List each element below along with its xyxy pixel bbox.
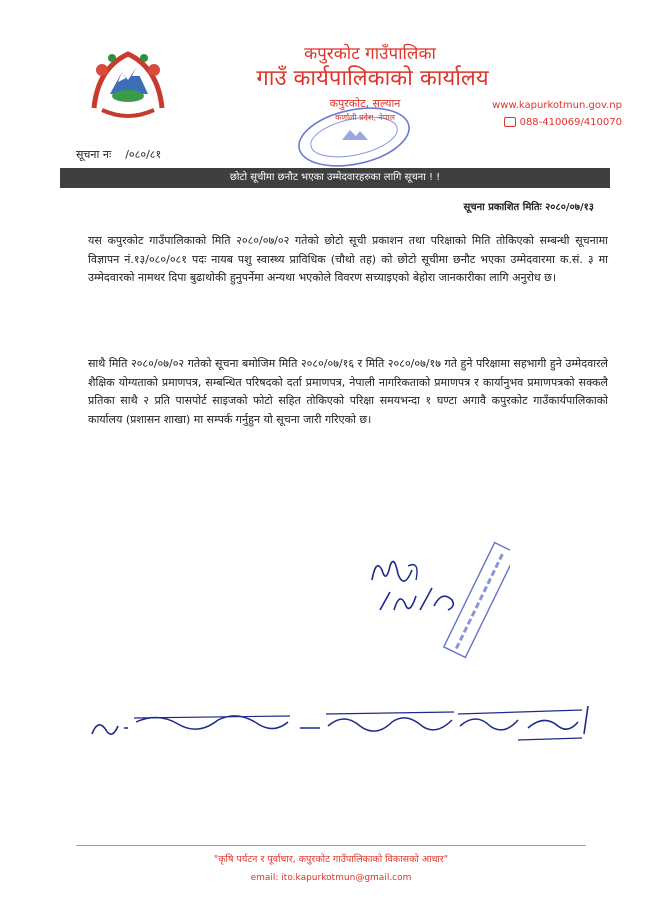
office-address: कर्णाली प्रदेश, नेपाल: [335, 113, 395, 122]
notice-number: [76, 148, 161, 162]
notice-banner: छोटो सूचीमा छनौट भएका उम्मेदवारहरुका लागि सूचना ! !: [60, 168, 610, 188]
body-paragraph-1: यस कपुरकोट गाउँपालिकाको मिति २०८०/०७/०२ गतेको छोटो सूची प्रकाशन तथा परिक्षाको मिति तोकिएको सम्बन्धी सूचनामा विज्ञापन नं.१३/०८०/०८१ पदः नायब पशु स्वास्थ्य प्राविधिक (चौथो तह) को छोटो सूचीमा छनौट भएका उम्मेदवारमा क.सं. ३ मा उम्मेदवारको नामथर दिपा बुढाथोकी हुनुपर्नेमा अन्यथा भएकोले विवरण सच्याइएको बेहोरा जानकारीका लागि अनुरोध छ।: [88, 234, 608, 284]
phone-icon: [504, 117, 516, 127]
phone-number: [504, 117, 622, 129]
office-name: गाउँ कार्यपालिकाको कार्यालय: [256, 66, 489, 91]
municipality-name: कपुरकोट गाउँपालिका: [304, 44, 436, 64]
body-paragraph-2: साथै मिति २०८०/०७/०२ गतेको सूचना बमोजिम मिति २०८०/०७/१६ र मिति २०८०/०७/१७ गते हुने परिक्षामा सहभागी हुने उम्मेदवारले शैक्षिक योग्यताको प्रमाणपत्र, सम्बन्धित परिषदको दर्ता प्रमाणपत्र, नेपाली नागरिकताको प्रमाणपत्र र कार्यानुभव प्रमाणपत्रको सक्कलै प्रतिका साथै २ प्रति पासपोर्ट साइजको फोटो सहित तोकिएको परिक्षा समयभन्दा १ घण्टा अगावै कपुरकोट गाउँकार्यपालिकाको कार्यालय (प्रशासन शाखा) मा सम्पर्क गर्नुहुन यो सूचना जारी गरिएको छ।: [88, 357, 608, 426]
handwritten-note: [88, 698, 598, 750]
website-link[interactable]: www.kapurkotmun.gov.np: [492, 100, 622, 111]
office-location: कपुरकोट, सल्यान: [329, 97, 401, 110]
phone-text: 088-410069/410070: [519, 117, 622, 128]
footer-email[interactable]: email: ito.kapurkotmun@gmail.com: [250, 873, 412, 883]
notice-number-value: /०८०/८१: [125, 148, 162, 161]
nepal-emblem-icon: [88, 48, 168, 120]
published-date: सूचना प्रकाशित मितिः २०८०/०७/१३: [463, 202, 594, 213]
footer-divider: [76, 845, 586, 846]
notice-number-label: सूचना नः: [76, 148, 112, 161]
footer-slogan: "कृषि पर्यटन र पूर्वाधार, कपुरकोट गाउँपालिकाको विकासको आधार": [213, 854, 449, 865]
officer-signature: [360, 540, 510, 670]
office-stamp: [294, 106, 414, 168]
